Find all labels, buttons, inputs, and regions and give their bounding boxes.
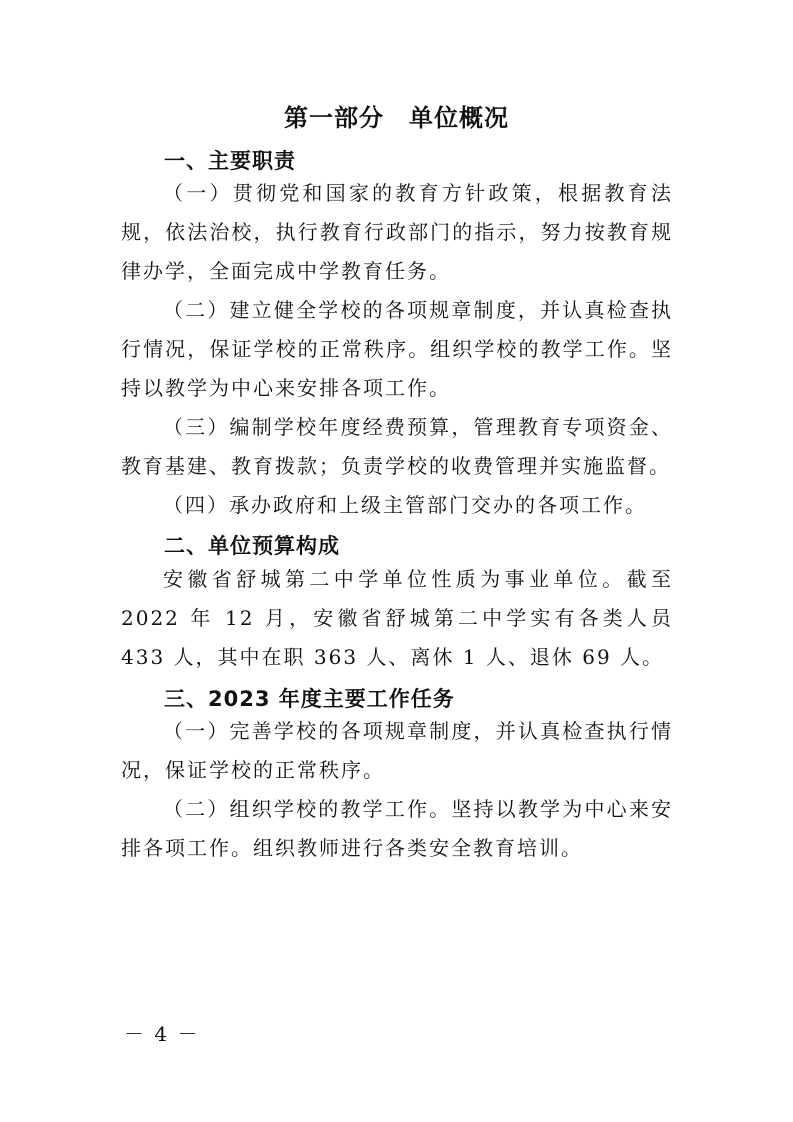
paragraph-task-1: （一）完善学校的各项规章制度，并认真检查执行情况，保证学校的正常秩序。 [121, 719, 673, 782]
section-heading-duties: 一、主要职责 [164, 149, 296, 173]
paragraph-task-2: （二）组织学校的教学工作。坚持以教学为中心来安排各项工作。组织教师进行各类安全教育培训。 [121, 797, 673, 860]
section-heading-2023-tasks: 三、2023 年度主要工作任务 [164, 687, 455, 711]
paragraph-duty-4: （四）承办政府和上级主管部门交办的各项工作。 [163, 493, 647, 517]
section-heading-budget-structure: 二、单位预算构成 [164, 534, 340, 558]
paragraph-duty-3: （三）编制学校年度经费预算，管理教育专项资金、教育基建、教育拨款；负责学校的收费管理并实施监督。 [121, 415, 673, 478]
paragraph-duty-2: （二）建立健全学校的各项规章制度，并认真检查执行情况，保证学校的正常秩序。组织学校的教学工作。坚持以教学为中心来安排各项工作。 [121, 298, 673, 400]
page-title: 第一部分 单位概况 [284, 104, 509, 132]
paragraph-duty-1: （一）贯彻党和国家的教育方针政策，根据教育法规，依法治校，执行教育行政部门的指示，努力按教育规律办学，全面完成中学教育任务。 [121, 181, 673, 283]
paragraph-budget-structure: 安徽省舒城第二中学单位性质为事业单位。截至 2022 年 12 月，安徽省舒城第二中学实有各类人员 433 人，其中在职 363 人、离休 1 人、退休 69 人。 [121, 567, 673, 669]
page-number: － 4 － [124, 1022, 200, 1046]
